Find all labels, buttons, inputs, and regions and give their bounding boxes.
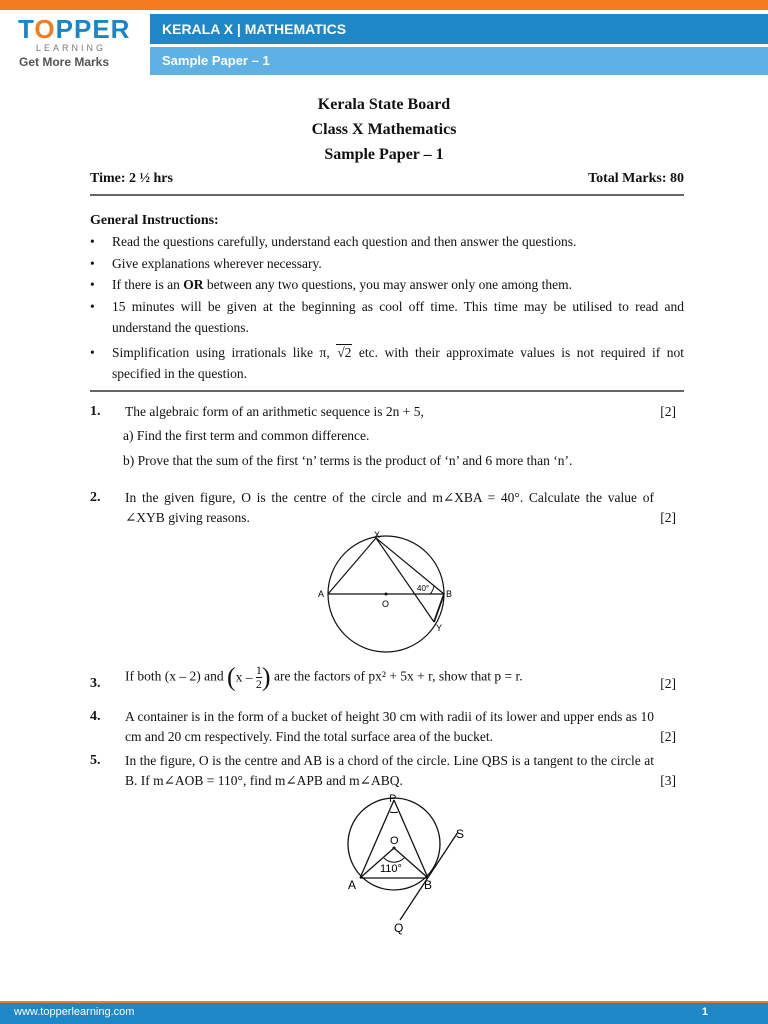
time-label: Time: 2 ½ hrs — [90, 171, 173, 186]
question-1: 1. The algebraic form of an arithmetic sequence is 2n + 5, [2] — [90, 404, 676, 419]
label-x: X — [374, 530, 381, 540]
page-number: 1 — [701, 1006, 708, 1018]
label-a: A — [348, 878, 357, 892]
time-marks-row — [90, 171, 684, 187]
label-o: O — [390, 835, 399, 847]
paper-title: Sample Paper – 1 — [324, 146, 444, 163]
class-title: Class X Mathematics — [311, 121, 457, 138]
label-p: P — [389, 793, 397, 805]
sqrt-symbol: √2 — [337, 345, 352, 360]
subject-bar: KERALA X | MATHEMATICS — [150, 14, 768, 44]
board-title: Kerala State Board — [317, 96, 451, 113]
label-a: A — [318, 589, 325, 599]
topper-logo — [18, 14, 131, 76]
instructions-divider — [90, 390, 684, 392]
label-b: B — [424, 878, 433, 892]
label-o: O — [382, 599, 390, 609]
fraction: $\frac{1}{2}$ — [255, 663, 262, 691]
footer-bar — [0, 1003, 768, 1024]
angle-label: 110° — [380, 863, 402, 875]
label-s: S — [456, 827, 465, 841]
total-marks-label: Total Marks: 80 — [588, 171, 684, 186]
question-5: 5. In the figure, O is the centre and AB is a chord of the circle. Line QBS is a tangent to the circle at B. If m∠AOB = 110°, find m∠APB and m∠ABQ. [3] — [90, 753, 676, 788]
question-3: 3. If both (x – 2) and (x – $\frac{1}{2}$ ) are the factors of px² + 5x + r, show that p = r. [2] — [90, 662, 676, 692]
label-q: Q — [394, 921, 404, 935]
label-b: B — [446, 589, 453, 599]
instruction-item: • 15 minutes will be given at the beginning as cool off time. This time may be utilised to read and understand the questions. — [90, 299, 684, 335]
logo-sub: LEARNING — [36, 43, 107, 53]
question-1-part-b: b) Prove that the sum of the first ‘n’ terms is the product of ‘n’ and 6 more than ‘n’. — [123, 453, 573, 468]
circle-figure-q5 — [346, 792, 476, 937]
circle-figure-q2 — [318, 528, 463, 668]
question-1-part-a: a) Find the first term and common difference. — [123, 428, 370, 443]
instruction-item: • Simplification using irrationals like π, √2 etc. with their approximate values is not required if not specified in the question. — [90, 345, 684, 381]
instruction-item: • If there is an OR between any two questions, you may answer only one among them. — [90, 277, 573, 292]
logo-brand: TOPPER — [18, 14, 131, 44]
logo-tagline: Get More Marks — [19, 55, 110, 69]
question-2: 2. In the given figure, O is the centre of the circle and m∠XBA = 40°. Calculate the value of ∠XYB giving reasons. [2] — [90, 490, 676, 525]
instruction-item: • Read the questions carefully, understand each question and then answer the questions. — [90, 234, 577, 249]
label-y: Y — [436, 623, 443, 633]
footer-link[interactable]: www.topperlearning.com — [14, 1006, 135, 1018]
paper-bar: Sample Paper – 1 — [150, 47, 768, 75]
question-4: 4. A container is in the form of a bucket of height 30 cm with radii of its lower and upper ends as 10 cm and 20 cm respectively. Find the total surface area of the bucket. [2] — [90, 709, 676, 744]
top-accent-bar — [0, 0, 768, 10]
instruction-item: • Give explanations wherever necessary. — [90, 256, 322, 271]
angle-label: 40° — [417, 584, 430, 593]
instructions-heading: General Instructions: — [90, 213, 219, 228]
title-divider — [90, 194, 684, 196]
